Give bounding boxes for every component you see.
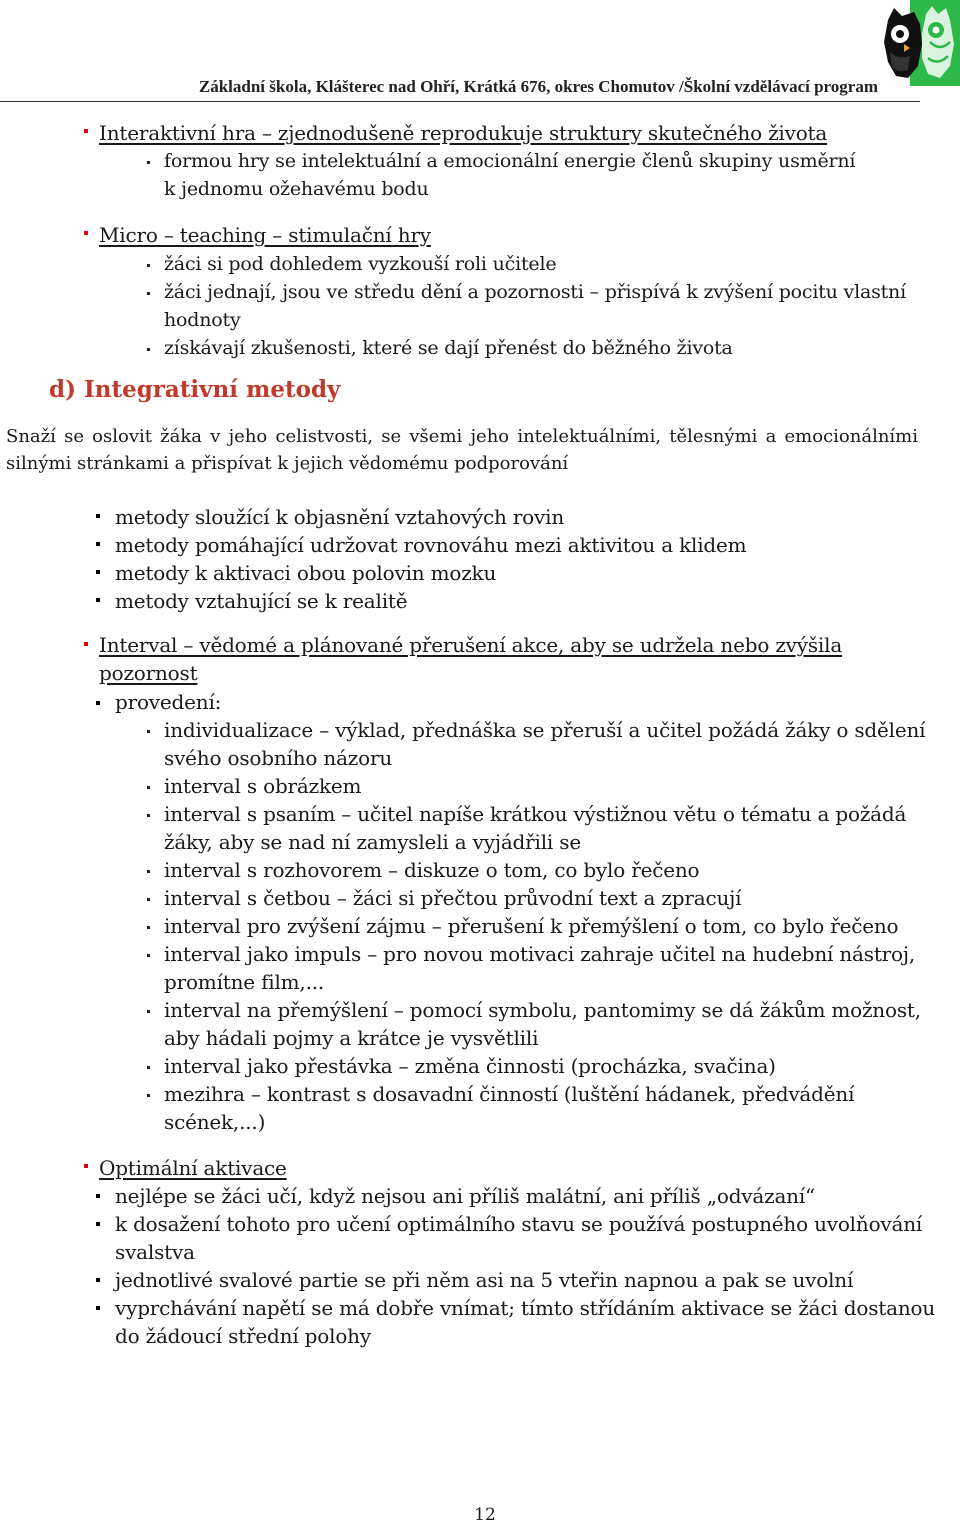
list-item-line: žáci si pod dohledem vyzkouší roli učitele [164,253,557,275]
dot-bullet-icon [147,730,150,733]
list-item-line: získávají zkušenosti, které se dají přenést do běžného života [164,337,733,359]
list-item-line: interval jako přestávka – změna činnosti (procházka, svačina) [164,1054,776,1078]
dot-bullet-icon [147,1094,150,1097]
list-item-line: nejlépe se žáci učí, když nejsou ani příliš malátní, ani příliš „odvázaní“ [115,1184,816,1208]
interactive-game-title: Interaktivní hra – zjednodušeně reprodukuje struktury skutečného života [99,121,828,145]
method-item: metody vztahující se k realitě [115,589,408,613]
dot-bullet-icon [147,348,150,351]
list-item-line: interval s psaním – učitel napíše krátkou výstižnou větu o tématu a požádá [164,802,907,826]
square-bullet-icon [96,1278,100,1282]
dot-bullet-icon [147,1010,150,1013]
list-item-line: k jednomu ožehavému bodu [164,178,429,200]
optimal-activation-title: Optimální aktivace [99,1156,287,1180]
dot-bullet-icon [147,292,150,295]
list-item-line: promítne film,... [164,970,325,994]
square-bullet-icon [96,542,100,546]
square-bullet-icon [96,701,100,705]
owl-logo-icon [880,0,960,86]
red-bullet-icon [84,642,88,646]
list-item-line: svalstva [115,1240,195,1264]
dot-bullet-icon [147,898,150,901]
list-item-line: hodnoty [164,309,241,331]
square-bullet-icon [96,570,100,574]
list-item-line: interval s rozhovorem – diskuze o tom, co bylo řečeno [164,858,700,882]
header-divider [0,101,920,102]
dot-bullet-icon [147,954,150,957]
dot-bullet-icon [147,161,150,164]
dot-bullet-icon [147,786,150,789]
micro-teaching-title: Micro – teaching – stimulační hry [99,223,431,247]
list-item-line: žáci jednají, jsou ve středu dění a pozornosti – přispívá k zvýšení pocitu vlastní [164,281,906,303]
list-item-line: formou hry se intelektuální a emocionální energie členů skupiny usměrní [164,150,856,172]
page-number: 12 [474,1505,496,1525]
square-bullet-icon [96,598,100,602]
document-header: Základní škola, Klášterec nad Ohří, Krátká 676, okres Chomutov /Školní vzdělávací program [198,77,878,96]
square-bullet-icon [96,1194,100,1198]
red-bullet-icon [84,231,88,235]
method-item: metody k aktivaci obou polovin mozku [115,561,497,585]
dot-bullet-icon [147,1066,150,1069]
red-bullet-icon [84,1164,88,1168]
list-item-line: vyprchávání napětí se má dobře vnímat; tímto střídáním aktivace se žáci dostanou [115,1296,936,1320]
dot-bullet-icon [147,264,150,267]
method-item: metody sloužící k objasnění vztahových rovin [115,505,565,529]
square-bullet-icon [96,1306,100,1310]
square-bullet-icon [96,514,100,518]
method-item: metody pomáhající udržovat rovnováhu mezi aktivitou a klidem [115,533,747,557]
square-bullet-icon [96,1222,100,1226]
list-item-line: interval s četbou – žáci si přečtou průvodní text a zpracují [164,886,742,910]
list-item-line: interval s obrázkem [164,774,362,798]
provedeni-label: provedení: [115,690,222,714]
list-item-line: do žádoucí střední polohy [115,1324,371,1348]
list-item-line: interval pro zvýšení zájmu – přerušení k přemýšlení o tom, co bylo řečeno [164,914,899,938]
red-bullet-icon [84,129,88,133]
dot-bullet-icon [147,870,150,873]
list-item-line: scének,...) [164,1110,266,1134]
list-item-line: aby hádali pojmy a krátce je vysvětlili [164,1026,539,1050]
dot-bullet-icon [147,926,150,929]
interval-title: Interval – vědomé a plánované přerušení akce, aby se udržela nebo zvýšila [99,633,843,657]
section-heading: d) Integrativní metody [49,376,341,403]
list-item-line: individualizace – výklad, přednáška se přeruší a učitel požádá žáky o sdělení [164,718,926,742]
list-item-line: interval na přemýšlení – pomocí symbolu, pantomimy se dá žákům možnost, [164,998,921,1022]
dot-bullet-icon [147,814,150,817]
list-item-line: k dosažení tohoto pro učení optimálního stavu se používá postupného uvolňování [115,1212,923,1236]
list-item-line: žáky, aby se nad ní zamysleli a vyjádřili se [164,830,581,854]
section-intro-paragraph: Snaží se oslovit žáka v jeho celistvosti, se všemi jeho intelektuálními, tělesnými a emocionálními silnými stránkami a přispívat k jejich vědomému podporování [6,426,918,474]
list-item-line: mezihra – kontrast s dosavadní činností (luštění hádanek, předvádění [164,1082,855,1106]
list-item-line: jednotlivé svalové partie se při něm asi na 5 vteřin napnou a pak se uvolní [115,1268,854,1292]
list-item-line: svého osobního názoru [164,746,393,770]
list-item-line: interval jako impuls – pro novou motivaci zahraje učitel na hudební nástroj, [164,942,916,966]
interval-title-continued: pozornost [99,661,198,685]
